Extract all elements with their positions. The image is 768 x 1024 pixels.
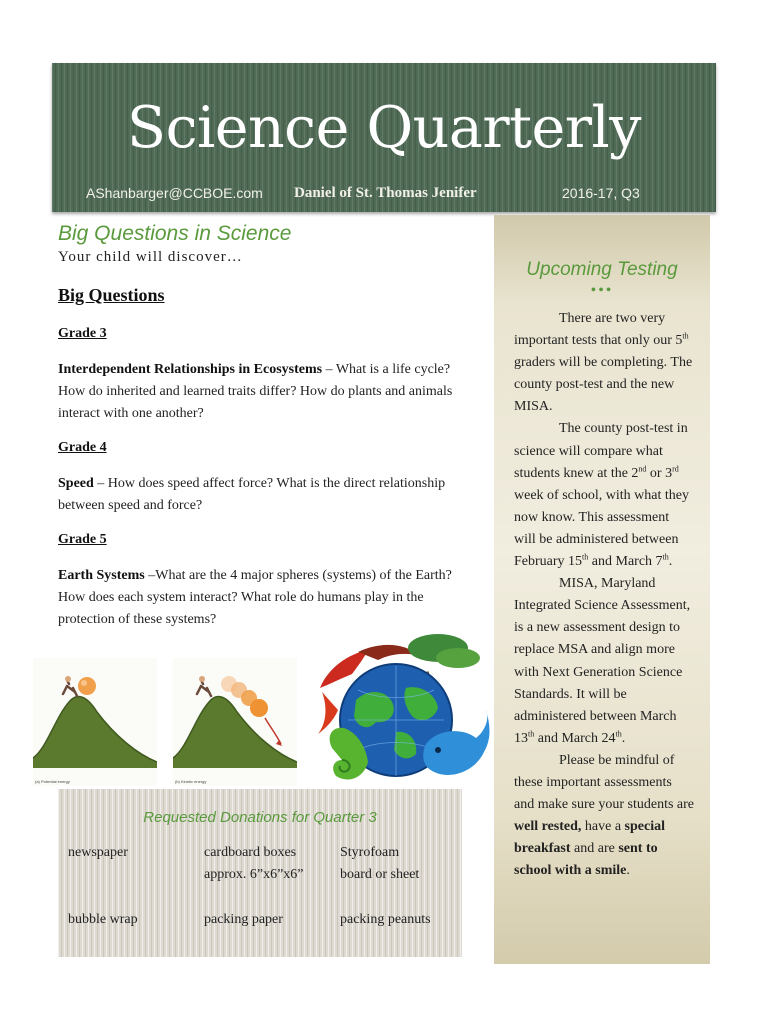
sidebar-paragraph: The county post-test in science will compare what students knew at the 2nd or 3rd week of school, with what they now know. This assessment will be administered between February 15th and March 7th. (514, 421, 689, 570)
grade-4-questions: – How does speed affect force? What is the direct relationship between speed and force? (58, 476, 446, 513)
donation-item: cardboard boxes (204, 845, 297, 860)
term-label: 2016-17, Q3 (562, 185, 640, 201)
sidebar-body (514, 308, 694, 882)
upcoming-testing-sidebar (494, 215, 710, 964)
grade-3-topic: Interdependent Relationships in Ecosystems (58, 362, 323, 377)
section-heading-big-questions-in-science: Big Questions in Science (58, 222, 292, 245)
hill-ball-top-icon (33, 658, 157, 786)
masthead-footer (52, 185, 716, 205)
sidebar-title: Upcoming Testing (526, 259, 678, 280)
big-questions-heading: Big Questions (58, 285, 165, 305)
grade-5-topic: Earth Systems (58, 568, 145, 583)
donation-item: Styrofoam (340, 845, 400, 860)
donation-item-note: board or sheet (340, 867, 420, 882)
intro-subline: Your child will discover… (58, 249, 243, 265)
grade-5-description (58, 565, 470, 631)
grade-4-topic: Speed (58, 476, 94, 491)
newsletter-title: Science Quarterly (127, 95, 641, 161)
donation-item-note: approx. 6”x6”x6” (204, 867, 304, 882)
grade-5-questions: –What are the 4 major spheres (systems) of the Earth? How does each system interact? What role do humans play in the protection of these systems? (58, 568, 452, 627)
donations-box (58, 789, 462, 957)
potential-energy-caption: (a) Potential energy (35, 779, 70, 784)
kinetic-energy-caption: (b) Kinetic energy (175, 779, 207, 784)
donation-item: bubble wrap (68, 912, 138, 927)
sidebar-paragraph: There are two very important tests that only our 5th graders will be completing. The county post-test and the new MISA. (514, 311, 693, 415)
grade-5-label: Grade 5 (58, 532, 107, 547)
hill-ball-rolling-icon (173, 658, 297, 786)
grade-3-label: Grade 3 (58, 326, 107, 341)
grade-4-label: Grade 4 (58, 440, 107, 455)
contact-email[interactable]: AShanbarger@CCBOE.com (86, 185, 263, 201)
grade-3-description (58, 359, 470, 425)
school-name: Daniel of St. Thomas Jenifer (294, 185, 477, 201)
sidebar-paragraph: Please be mindful of these important assessments and make sure your students are well rested, have a special breakfast and are sent to school with a smile. (514, 752, 694, 879)
earth-systems-globe-icon (308, 628, 492, 800)
grade-4-description (58, 473, 470, 517)
kinetic-energy-illustration (173, 658, 297, 786)
grade-3-questions: – What is a life cycle? How do inherited and learned traits differ? How do plants and animals interact with one another? (58, 362, 453, 421)
donation-item: packing peanuts (340, 912, 431, 927)
potential-energy-illustration (33, 658, 157, 786)
donations-title: Requested Donations for Quarter 3 (143, 809, 377, 826)
sidebar-divider-dots: ••• (590, 282, 614, 299)
donation-item: packing paper (204, 912, 283, 927)
sidebar-paragraph: MISA, Maryland Integrated Science Assessment, is a new assessment design to replace MSA and align more with Next Generation Science Standards. It will be administered between March 13th and March 24th. (514, 576, 691, 746)
donation-item: newspaper (68, 845, 128, 860)
masthead-banner (52, 63, 716, 212)
